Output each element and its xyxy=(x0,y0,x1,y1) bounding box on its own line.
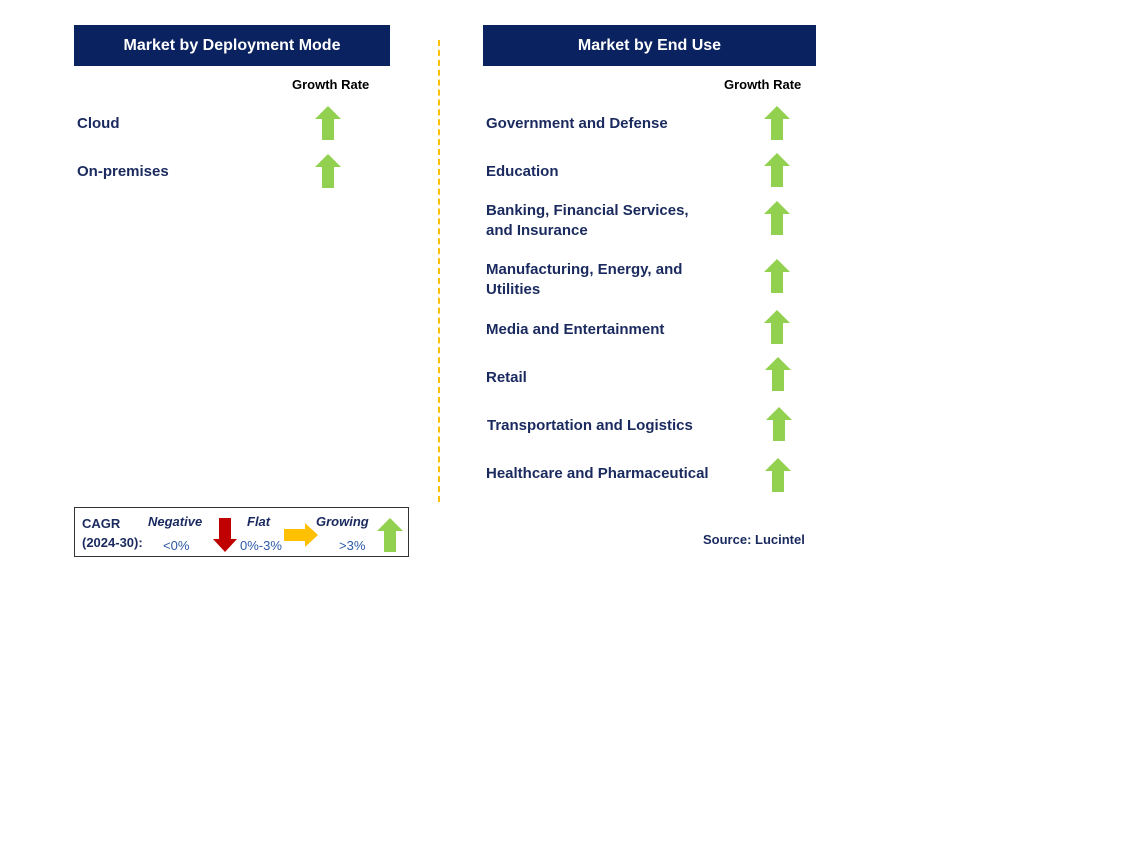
end-use-item-label: Media and Entertainment xyxy=(486,321,665,338)
legend-growing-range: >3% xyxy=(339,538,366,553)
growing-arrow-icon xyxy=(764,310,790,344)
deployment-header: Market by Deployment Mode xyxy=(74,25,390,66)
growing-arrow-icon xyxy=(764,153,790,187)
end-use-item-label: Healthcare and Pharmaceutical xyxy=(486,465,709,482)
growing-arrow-icon xyxy=(764,259,790,293)
deployment-growth-rate-label: Growth Rate xyxy=(292,77,370,92)
end-use-item-label: Education xyxy=(486,163,559,180)
end-use-item-label: Retail xyxy=(486,369,527,386)
end-use-growth-rate-label: Growth Rate xyxy=(724,77,802,92)
growing-arrow-icon xyxy=(766,407,792,441)
legend-negative-label: Negative xyxy=(148,514,203,529)
growing-arrow-icon xyxy=(315,106,341,140)
end-use-item-label: Manufacturing, Energy, and Utilities xyxy=(486,261,683,298)
growing-arrow-icon xyxy=(315,154,341,188)
negative-arrow-icon xyxy=(213,518,237,552)
end-use-item-label: Transportation and Logistics xyxy=(487,417,693,434)
legend-flat-label: Flat xyxy=(247,514,271,529)
legend-flat-range: 0%-3% xyxy=(240,538,282,553)
end-use-item-label: Government and Defense xyxy=(486,115,668,132)
legend-cagr-label: CAGR xyxy=(82,516,121,531)
growing-arrow-icon xyxy=(765,458,791,492)
panel-divider xyxy=(438,40,440,502)
legend-cagr-period: (2024-30): xyxy=(82,535,143,550)
source-label: Source: Lucintel xyxy=(703,532,805,547)
end-use-header: Market by End Use xyxy=(483,25,816,66)
deployment-item-label: On-premises xyxy=(77,163,169,180)
growing-arrow-icon xyxy=(765,357,791,391)
deployment-item-label: Cloud xyxy=(77,115,120,132)
flat-arrow-icon xyxy=(284,523,318,547)
legend-growing-label: Growing xyxy=(316,514,369,529)
growing-arrow-icon xyxy=(764,106,790,140)
cagr-legend xyxy=(74,507,409,557)
legend-negative-range: <0% xyxy=(163,538,190,553)
end-use-item-label: Banking, Financial Services, and Insurance xyxy=(486,202,689,239)
growing-arrow-icon xyxy=(377,518,403,552)
growing-arrow-icon xyxy=(764,201,790,235)
